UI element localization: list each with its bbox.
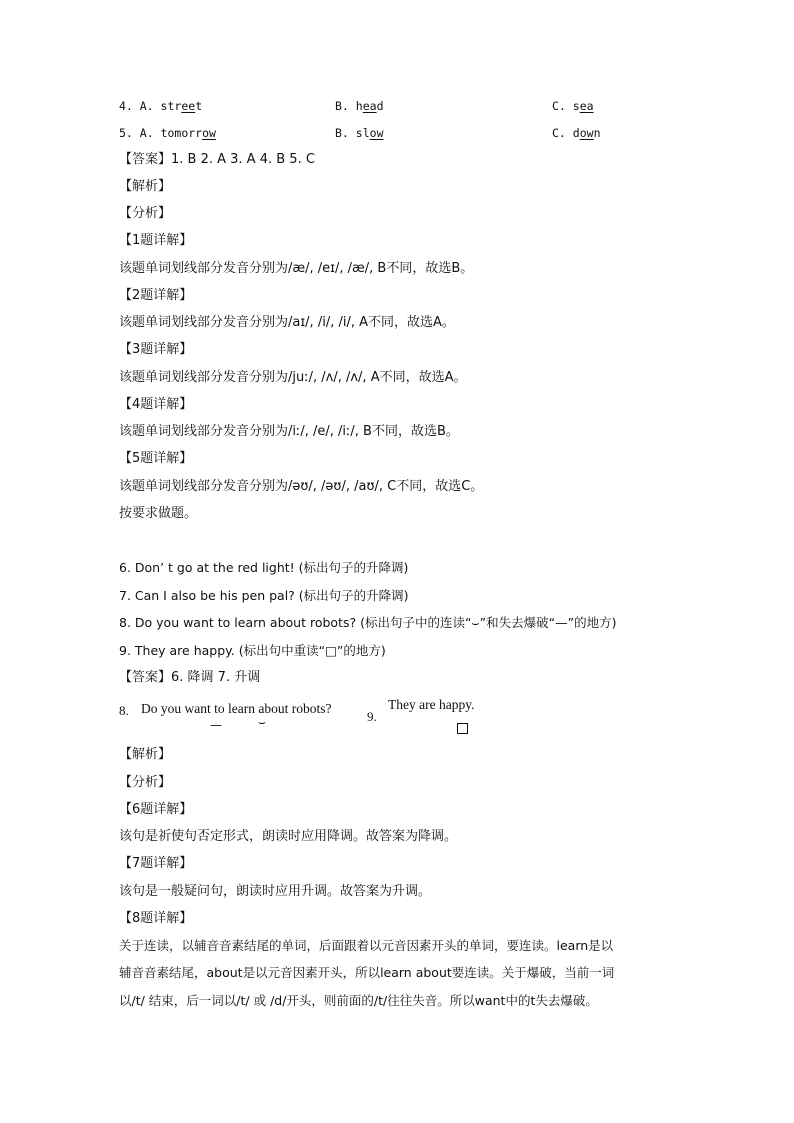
question-7: 7. Can I also be his pen pal? (标出句子的升降调) [119,588,409,603]
q4-b-post: d [376,99,384,113]
detail-6-title: 【6题详解】 [119,802,193,817]
q5-b-underline: ow [369,126,384,140]
analysis-heading-2: 【解析】 [119,747,172,762]
answer-9-sentence: They are happy. [388,697,475,712]
stress-box-mark [457,723,468,734]
q4-b-underline: ea [362,99,377,113]
question-9: 9. They are happy. (标出句中重读“□”的地方) [119,643,386,658]
answer-9-number: 9. [367,709,377,724]
q5-c-label: C. [552,126,573,140]
q4-a-pre: str [160,99,182,113]
answer-8-sentence: Do you want to learn about robots? [141,701,332,716]
analysis-heading-1: 【解析】 [119,179,172,194]
q5-b-label: B. [335,126,356,140]
q5-b-pre: sl [355,126,370,140]
liaison-mark: ⌣ [258,715,266,729]
detail-4-text: 该题单词划线部分发音分别为/iː/, /e/, /iː/, B不同，故选B。 [119,424,459,439]
detail-7-title: 【7题详解】 [119,856,193,871]
q5-option-b [335,124,384,142]
q4-a-post: t [195,99,203,113]
detail-8-title: 【8题详解】 [119,911,193,926]
q5-c-underline: ow [579,126,594,140]
q5-number: 5. A. [119,126,161,140]
detail-3-text: 该题单词划线部分发音分别为/juː/, /ʌ/, /ʌ/, A不同，故选A。 [119,370,467,385]
q4-a-underline: ee [181,99,196,113]
detail-8-line-1: 关于连读，以辅音音素结尾的单词，后面跟着以元音因素开头的单词，要连读。learn是以 [119,938,614,953]
q4-c-pre: s [572,99,580,113]
answer-8 [119,701,332,732]
answer-1-5: 【答案】1. B 2. A 3. A 4. B 5. C [119,152,315,167]
detail-4-title: 【4题详解】 [119,397,193,412]
q4-option-b [335,97,384,115]
fenxi-heading-2: 【分析】 [119,775,172,790]
q5-a-underline: ow [202,126,216,140]
question-8: 8. Do you want to learn about robots? (标出句子中的连读“⌣”和失去爆破“—”的地方) [119,615,617,630]
fenxi-heading-1: 【分析】 [119,206,172,221]
detail-2-text: 该题单词划线部分发音分别为/aɪ/, /i/, /i/, A不同，故选A。 [119,315,455,330]
q5-c-post: n [593,126,601,140]
q4-c-label: C. [552,99,573,113]
q5-option-c [552,124,601,142]
q5-c-pre: d [572,126,580,140]
answer-8-number: 8. [119,703,129,718]
detail-5-title: 【5题详解】 [119,451,193,466]
detail-3-title: 【3题详解】 [119,342,193,357]
detail-5-text: 该题单词划线部分发音分别为/əʊ/, /əʊ/, /aʊ/, C不同，故选C。 [119,479,484,494]
q5-a-pre: tomorr [160,126,203,140]
q4-b-label: B. [335,99,356,113]
q4-b-pre: h [355,99,363,113]
detail-8-line-3: 以/t/ 结束，后一词以/t/ 或 /d/开头，则前面的/t/往往失音。所以want中的t失去爆破。 [119,993,598,1008]
q4-number: 4. A. [119,99,161,113]
q4-c-underline: ea [579,99,594,113]
detail-1-title: 【1题详解】 [119,233,193,248]
question-6: 6. Don’ t go at the red light! (标出句子的升降调) [119,560,409,575]
detail-1-text: 该题单词划线部分发音分别为/æ/, /eɪ/, /æ/, B不同，故选B。 [119,261,474,276]
q4-option-c [552,97,594,115]
loss-of-plosion-mark: — [210,718,222,732]
answer-6-9: 【答案】6. 降调 7. 升调 [119,670,261,685]
q5-option-a [119,124,216,142]
q4-option-a [119,97,202,115]
detail-6-text: 该句是祈使句否定形式，朗读时应用降调。故答案为降调。 [119,829,458,844]
detail-7-text: 该句是一般疑问句，朗读时应用升调。故答案为升调。 [119,884,432,899]
instruction-note: 按要求做题。 [119,506,198,521]
detail-2-title: 【2题详解】 [119,288,193,303]
detail-8-line-2: 辅音音素结尾，about是以元音因素开头，所以learn about要连读。关于爆破，当前一词 [119,965,615,980]
